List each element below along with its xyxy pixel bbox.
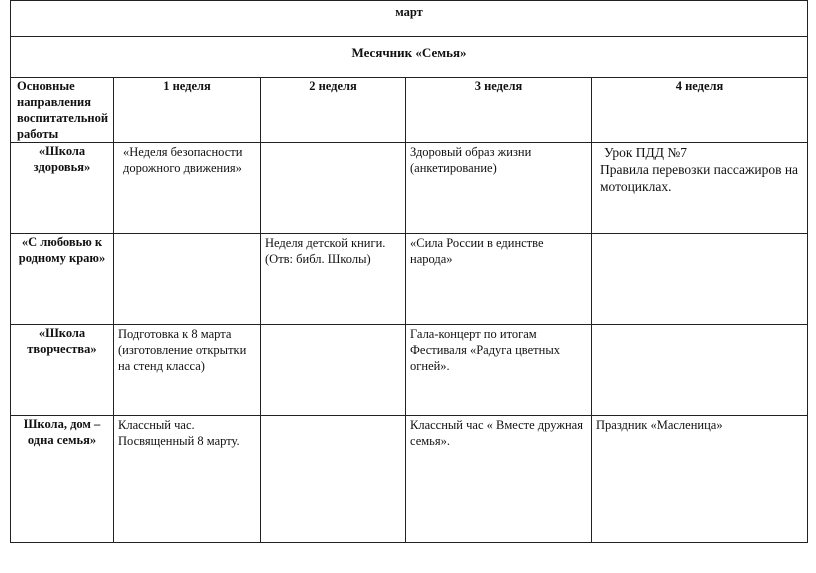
activity-line: Правила перевозки пассажиров на мотоциклах. [600, 162, 799, 194]
activity-cell-week-3: Гала-концерт по итогам Фестиваля «Радуга цветных огней». [406, 325, 592, 416]
direction-cell: «С любовью к родному краю» [11, 234, 114, 325]
week-4-header: 4 неделя [592, 78, 808, 143]
plan-table [10, 0, 808, 543]
table-row-creativity [11, 325, 808, 416]
week-3-header: 3 неделя [406, 78, 592, 143]
activity-cell-week-1 [114, 416, 261, 543]
activity-cell-week-3: «Сила России в единстве народа» [406, 234, 592, 325]
activity-line: Классный час. [118, 418, 195, 432]
direction-cell: Школа, дом – одна семья» [11, 416, 114, 543]
activity-cell-week-1 [114, 234, 261, 325]
month-title: март [11, 1, 808, 37]
activity-cell-week-4: Праздник «Масленица» [592, 416, 808, 543]
activity-line: Урок ПДД №7 [604, 145, 687, 160]
activity-line: Посвященный 8 марту. [118, 434, 240, 448]
theme-row [11, 37, 808, 78]
month-row [11, 1, 808, 37]
activity-cell-week-2 [261, 325, 406, 416]
direction-cell: «Школа творчества» [11, 325, 114, 416]
activity-cell-week-4 [592, 325, 808, 416]
direction-cell: «Школа здоровья» [11, 143, 114, 234]
week-2-header: 2 неделя [261, 78, 406, 143]
week-1-header: 1 неделя [114, 78, 261, 143]
table-row-health [11, 143, 808, 234]
directions-header: Основные направления воспитательной работы [11, 78, 114, 143]
theme-title: Месячник «Семья» [11, 37, 808, 78]
activity-cell-week-4 [592, 143, 808, 234]
header-row [11, 78, 808, 143]
plan-document [10, 0, 808, 543]
table-row-family [11, 416, 808, 543]
activity-cell-week-2: Неделя детской книги. (Отв: библ. Школы) [261, 234, 406, 325]
activity-cell-week-1: «Неделя безопасности дорожного движения» [114, 143, 261, 234]
table-row-homeland [11, 234, 808, 325]
activity-cell-week-2 [261, 416, 406, 543]
activity-cell-week-2 [261, 143, 406, 234]
activity-cell-week-4 [592, 234, 808, 325]
activity-cell-week-1: Подготовка к 8 марта (изготовление открытки на стенд класса) [114, 325, 261, 416]
activity-cell-week-3: Классный час « Вместе дружная семья». [406, 416, 592, 543]
activity-cell-week-3: Здоровый образ жизни (анкетирование) [406, 143, 592, 234]
